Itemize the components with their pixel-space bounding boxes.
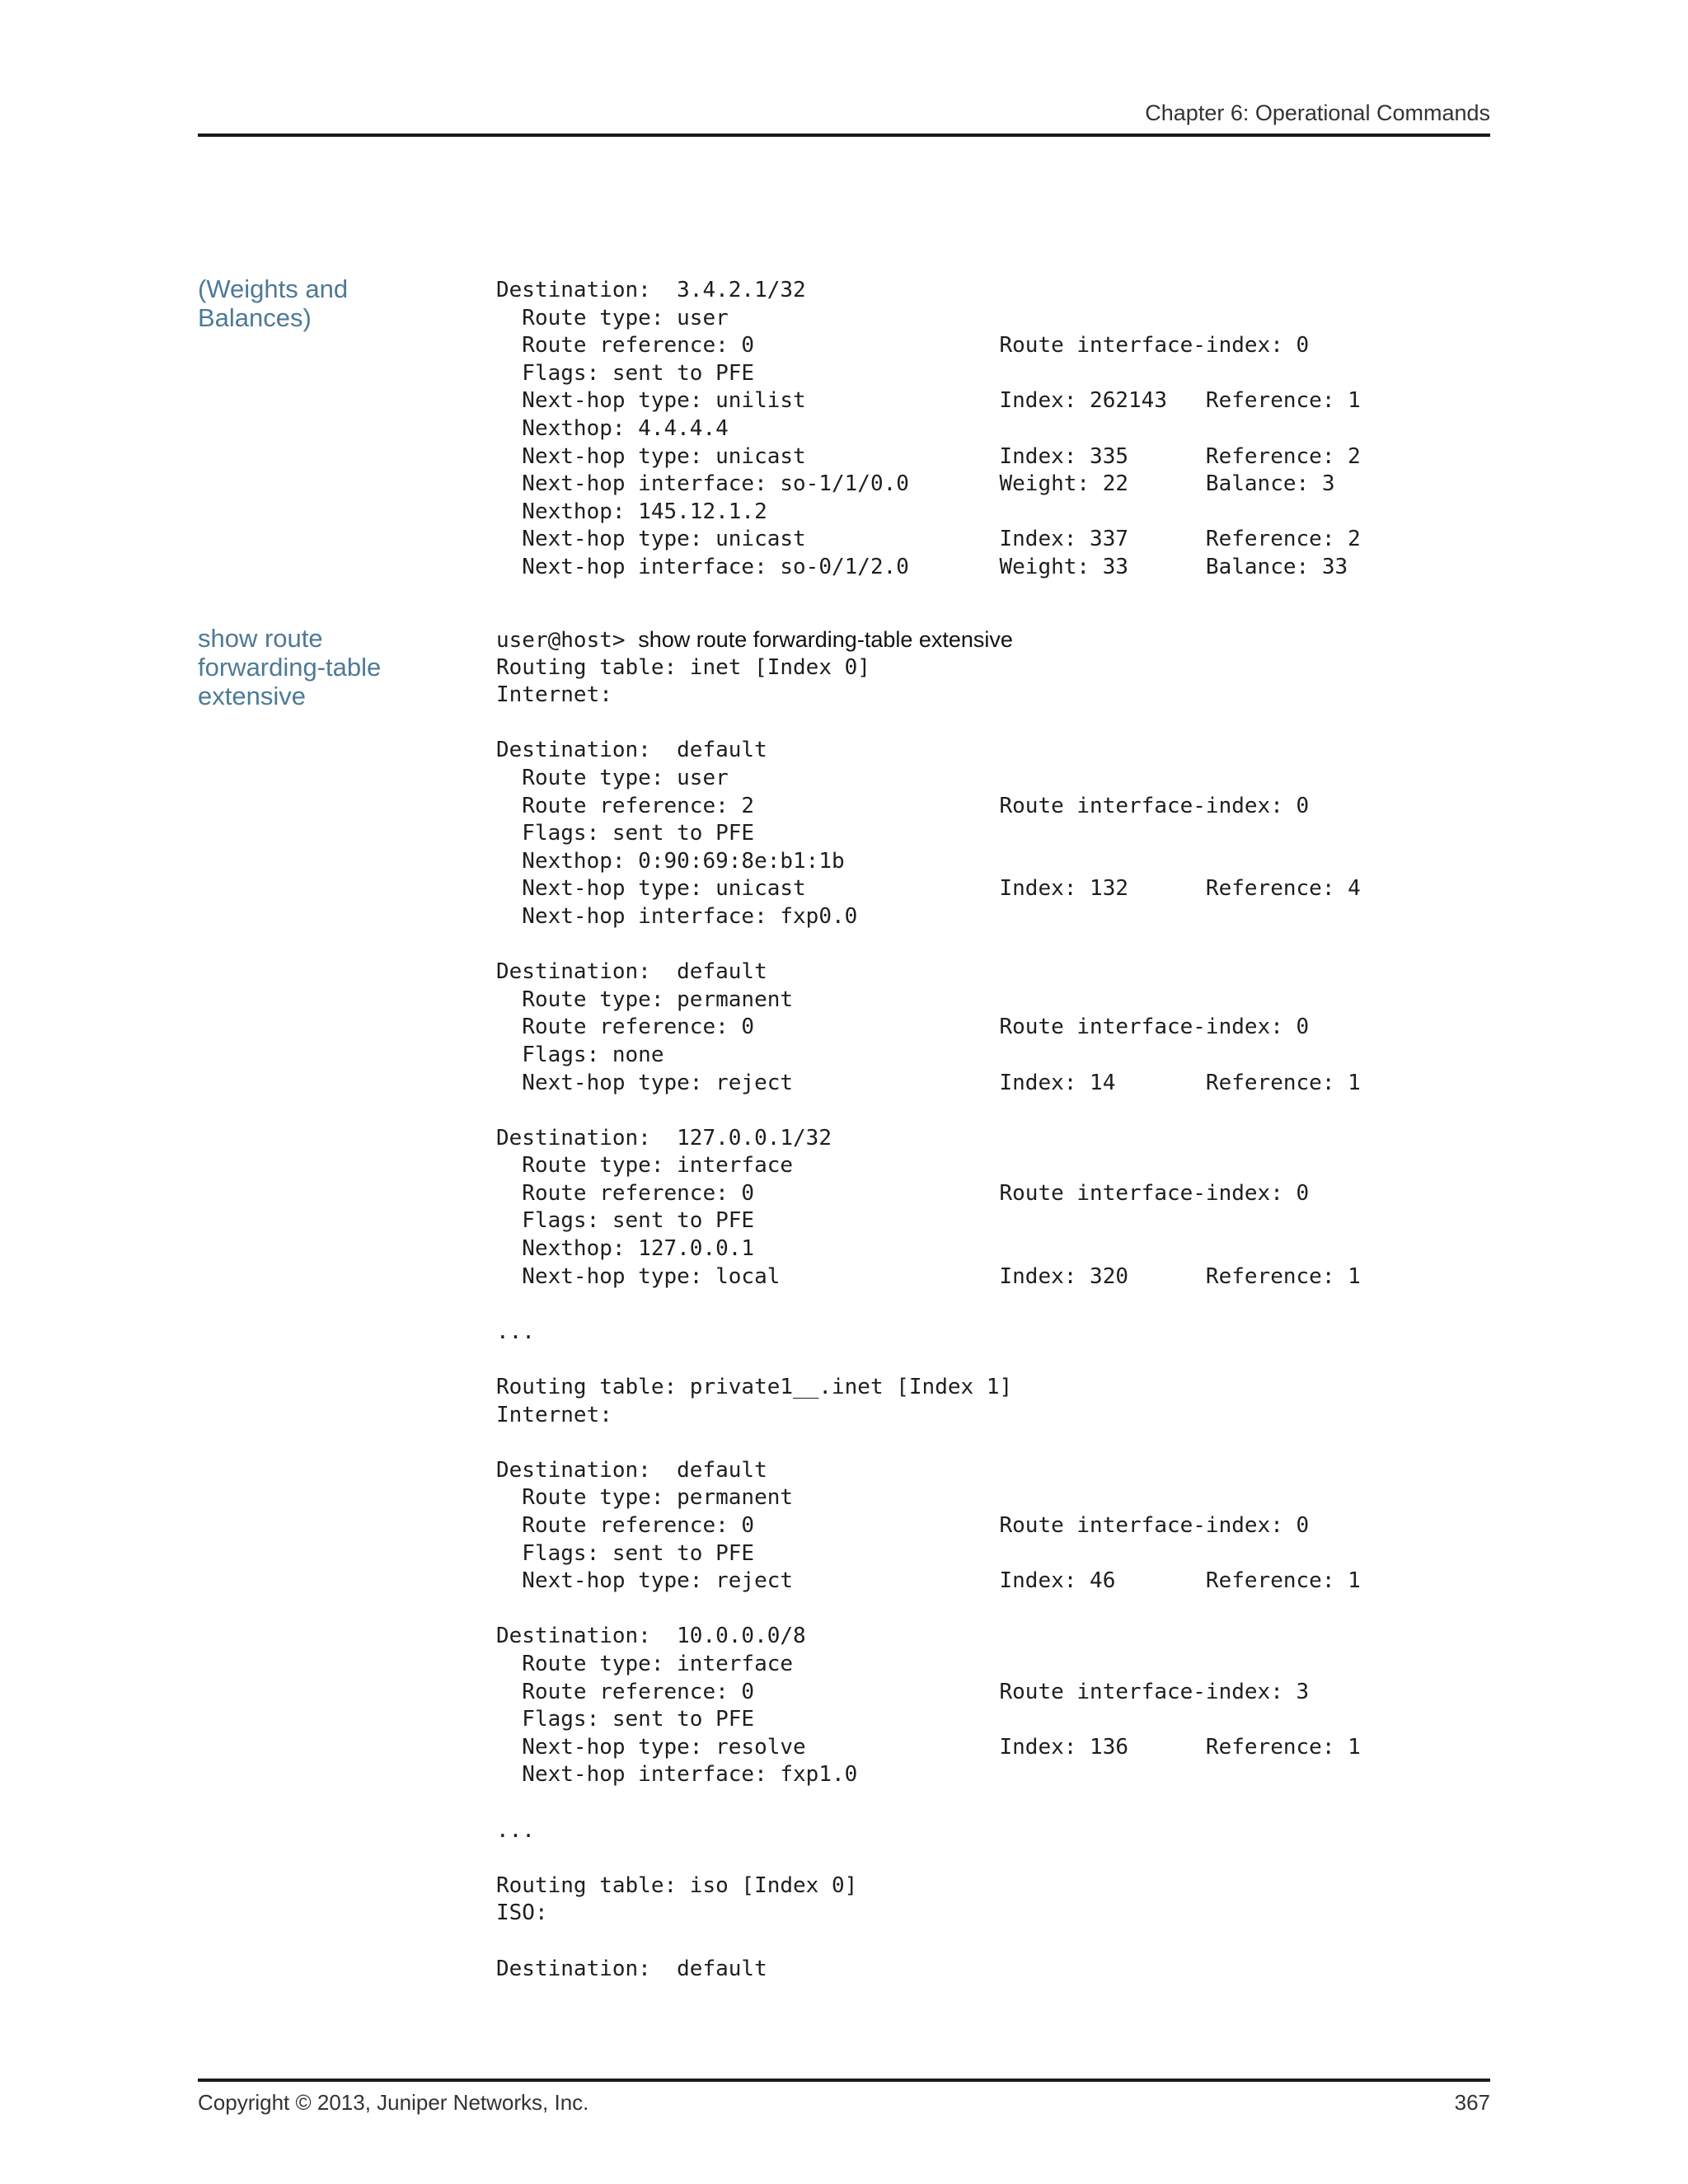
code-line: Route type: permanent	[496, 1485, 794, 1511]
code-line: Next-hop type: resolve Index: 136 Reference: 1	[496, 1734, 1361, 1760]
code-line: Next-hop type: reject Index: 14 Reference: 1	[496, 1070, 1361, 1095]
code-line: Nexthop: 0:90:69:8e:b1:1b	[496, 848, 845, 874]
code-line: Route reference: 2 Route interface-index: 0	[496, 793, 1310, 818]
code-line: Flags: sent to PFE	[496, 821, 755, 846]
code-line: Next-hop type: unicast Index: 335 Reference: 2	[496, 443, 1361, 469]
code-line	[496, 1097, 1361, 1125]
section-label-line: (Weights and	[198, 274, 349, 303]
code-line: Route type: user	[496, 305, 729, 330]
page-footer	[198, 2079, 1490, 2120]
code-line: Routing table: private1__.inet [Index 1]	[496, 1375, 1013, 1400]
code-line	[496, 1596, 1361, 1624]
cli-prompt: user@host>	[496, 628, 639, 653]
code-line: Flags: sent to PFE	[496, 360, 755, 386]
code-line: Destination: default	[496, 1457, 767, 1483]
code-line: Nexthop: 127.0.0.1	[496, 1236, 755, 1262]
copyright-notice: Copyright © 2013, Juniper Networks, Inc.	[198, 2090, 589, 2115]
code-line: Destination: default	[496, 1956, 767, 1981]
code-line: Route type: user	[496, 765, 729, 790]
code-line: Route type: permanent	[496, 987, 794, 1012]
code-line: Route reference: 0 Route interface-index: 0	[496, 1015, 1310, 1040]
code-line: Flags: sent to PFE	[496, 1208, 755, 1234]
code-line	[496, 931, 1361, 959]
code-line: Route type: interface	[496, 1651, 794, 1676]
code-line: Destination: 3.4.2.1/32	[496, 278, 806, 302]
code-line: Route reference: 0 Route interface-index: 0	[496, 1180, 1310, 1206]
code-line: Next-hop type: local Index: 320 Reference: 1	[496, 1263, 1361, 1289]
code-line: Route type: interface	[496, 1153, 794, 1179]
code-line: ...	[496, 1319, 535, 1344]
code-line: Route reference: 0 Route interface-index: 0	[496, 333, 1310, 359]
code-line: Destination: 10.0.0.0/8	[496, 1624, 806, 1649]
command-line	[496, 626, 1361, 654]
code-line: Internet:	[496, 682, 612, 708]
code-line: Internet:	[496, 1402, 612, 1427]
code-block-show-route-extensive	[496, 626, 1361, 1983]
code-line: Routing table: inet [Index 0]	[496, 654, 870, 680]
code-line	[496, 1844, 1361, 1872]
code-line: Next-hop type: unilist Index: 262143 Reference: 1	[496, 388, 1361, 414]
code-line: Destination: default	[496, 959, 767, 985]
code-line: Next-hop interface: so-0/1/2.0 Weight: 33 Balance: 33	[496, 554, 1348, 579]
code-line	[496, 710, 1361, 738]
code-line: Next-hop type: unicast Index: 132 Reference: 4	[496, 876, 1361, 902]
code-line: ...	[496, 1817, 535, 1843]
code-line: Flags: sent to PFE	[496, 1707, 755, 1732]
page-number: 367	[1454, 2090, 1490, 2115]
code-line: Next-hop interface: fxp1.0	[496, 1762, 858, 1788]
section-label-show-route-extensive	[198, 624, 381, 710]
chapter-title: Chapter 6: Operational Commands	[1145, 101, 1490, 125]
code-line: Next-hop type: reject Index: 46 Reference: 1	[496, 1568, 1361, 1594]
code-line: ISO:	[496, 1900, 548, 1926]
section-label-weights-balances	[198, 274, 348, 332]
code-line: Route reference: 0 Route interface-index: 3	[496, 1679, 1310, 1704]
section-label-line: Balances)	[198, 303, 312, 332]
code-line: Routing table: iso [Index 0]	[496, 1872, 858, 1898]
cli-command: show route forwarding-table extensive	[638, 627, 1013, 652]
section-label-line: forwarding-table	[198, 653, 382, 682]
code-line	[496, 1291, 1361, 1319]
code-line: Flags: sent to PFE	[496, 1540, 755, 1566]
code-line: Next-hop type: unicast Index: 337 Reference: 2	[496, 527, 1361, 552]
page-header	[198, 97, 1490, 137]
code-line: Destination: 127.0.0.1/32	[496, 1125, 832, 1151]
code-line: Nexthop: 145.12.1.2	[496, 499, 767, 524]
section-label-line: extensive	[198, 682, 306, 710]
code-line: Destination: default	[496, 738, 767, 763]
code-line	[496, 1429, 1361, 1457]
code-line	[496, 1789, 1361, 1817]
code-line: Route reference: 0 Route interface-index: 0	[496, 1513, 1310, 1538]
section-label-line: show route	[198, 624, 323, 653]
code-line: Flags: none	[496, 1042, 664, 1067]
code-line: Nexthop: 4.4.4.4	[496, 415, 729, 441]
code-line	[496, 1346, 1361, 1374]
code-block-weights-balances	[496, 277, 1361, 582]
code-line: Next-hop interface: fxp0.0	[496, 903, 858, 929]
code-line	[496, 1928, 1361, 1956]
code-line: Next-hop interface: so-1/1/0.0 Weight: 22 Balance: 3	[496, 471, 1335, 497]
